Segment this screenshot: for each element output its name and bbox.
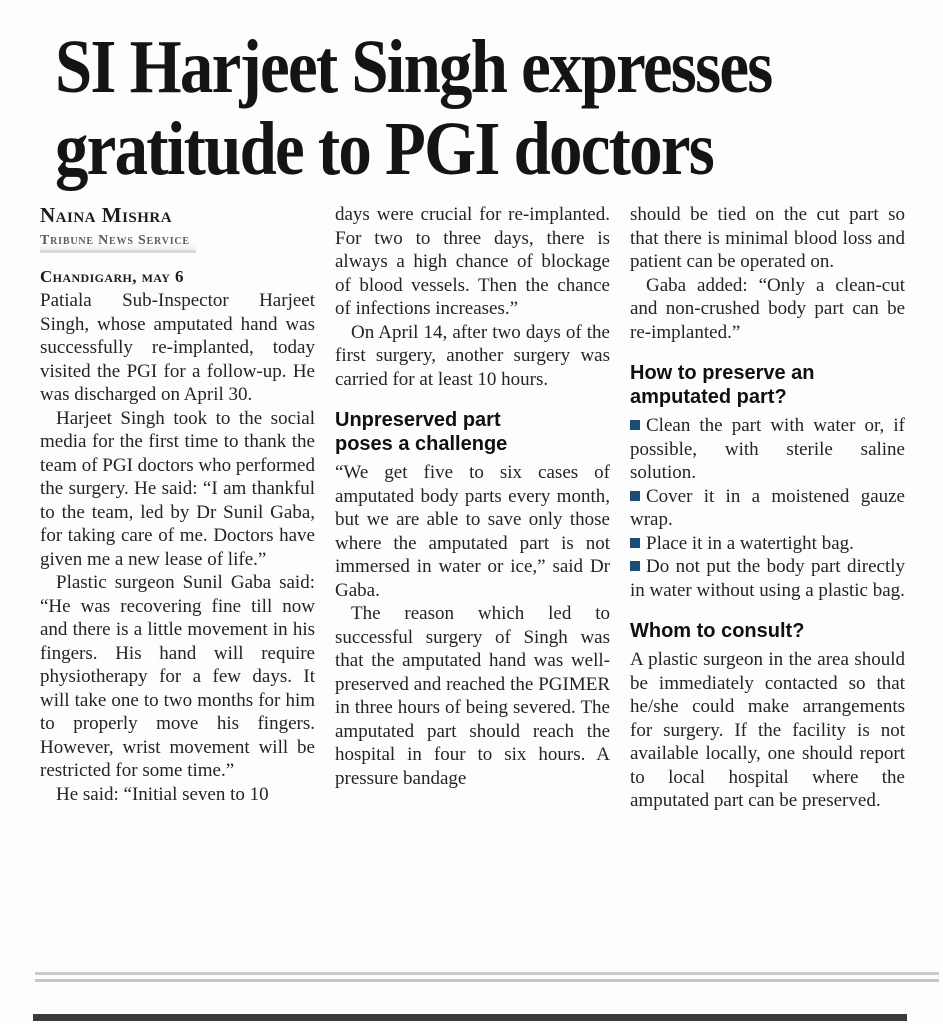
- bullet-square-icon: [630, 420, 640, 430]
- headline-line-2: gratitude to PGI doctors: [55, 107, 714, 191]
- body-paragraph: Plastic surgeon Sunil Gaba said: “He was recovering fine till now and there is a little movement in his fingers. His hand will require physiotherapy for a few days. It will take one to two months for him to properly move his fingers. However, wrist movement will be restricted for some time.”: [40, 572, 315, 781]
- bullet-item: [630, 555, 905, 602]
- bullet-text: Place it in a watertight bag.: [646, 532, 854, 554]
- subhead-unpreserved-part: Unpreserved part poses a challenge: [335, 409, 508, 455]
- bullet-square-icon: [630, 538, 640, 548]
- body-paragraph: days were crucial for re-implanted. For two to three days, there is always a high chance of blockage of blood vessels. Then the chance of infections increases.”: [335, 204, 610, 319]
- bullet-item: [630, 414, 905, 485]
- body-paragraph: Gaba added: “Only a clean-cut and non-crushed body part can be re-implanted.”: [630, 274, 905, 343]
- bullet-text: Clean the part with water or, if possible, with sterile saline solution.: [630, 415, 905, 483]
- body-paragraph: should be tied on the cut part so that there is minimal blood loss and patient can be operated on.: [630, 204, 905, 272]
- subhead-whom-to-consult: Whom to consult?: [630, 620, 805, 642]
- byline-agency: Tribune News Service: [40, 231, 196, 253]
- column-1: [40, 203, 315, 813]
- footer-thick-bar: [33, 1014, 907, 1021]
- body-paragraph: Harjeet Singh took to the social media for the first time to thank the team of PGI doctors who performed the surgery. He said: “I am thankful to the team, led by Dr Sunil Gaba, for taking care of me. Doctors have given me a new lease of life.”: [40, 407, 315, 570]
- bullet-item: [630, 532, 905, 556]
- body-paragraph: “We get five to six cases of amputated body parts every month, but we are able to save only those where the amputated part is not immersed in water or ice,” said Dr Gaba.: [335, 462, 610, 601]
- headline: [55, 26, 869, 190]
- body-paragraph: A plastic surgeon in the area should be immediately contacted so that he/she could make arrangements for surgery. If the facility is not available locally, one should report to local hospital where the amputated part can be preserved.: [630, 649, 905, 811]
- bullet-square-icon: [630, 491, 640, 501]
- body-paragraph: He said: “Initial seven to 10: [56, 783, 269, 805]
- headline-line-1: SI Harjeet Singh expresses: [55, 25, 772, 109]
- byline-author: Naina Mishra: [40, 203, 173, 227]
- article-columns: [40, 203, 906, 813]
- body-paragraph: The reason which led to successful surgery of Singh was that the amputated hand was well-preserved and reached the PGIMER in three hours of being severed. The amputated part should reach the hospital in four to six hours. A pressure bandage: [335, 603, 610, 789]
- column-3: [630, 203, 905, 813]
- subhead-how-to-preserve: How to preserve an amputated part?: [630, 362, 815, 408]
- bullet-square-icon: [630, 561, 640, 571]
- dateline: Chandigarh, may 6: [40, 267, 184, 286]
- column-2: [335, 203, 610, 813]
- bullet-item: [630, 485, 905, 532]
- body-paragraph: On April 14, after two days of the first surgery, another surgery was carried for at least 10 hours.: [335, 321, 610, 390]
- footer-double-rule: [35, 972, 939, 982]
- body-paragraph: Patiala Sub-Inspector Harjeet Singh, whose amputated hand was successfully re-implanted, today visited the PGI for a follow-up. He was discharged on April 30.: [40, 290, 315, 405]
- bullet-text: Do not put the body part directly in water without using a plastic bag.: [630, 556, 905, 601]
- bullet-text: Cover it in a moistened gauze wrap.: [630, 485, 905, 530]
